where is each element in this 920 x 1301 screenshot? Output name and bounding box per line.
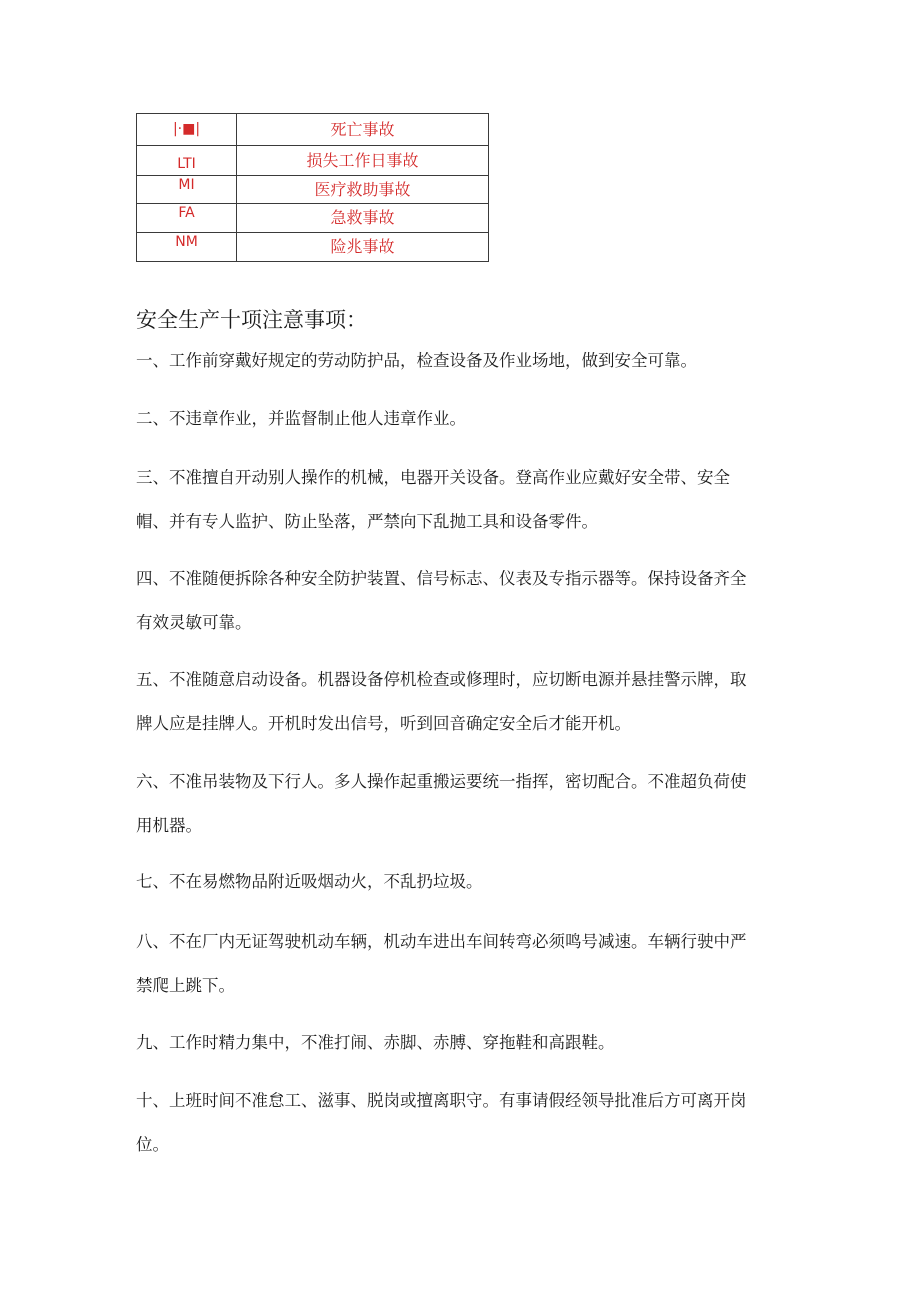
- table-row: [137, 146, 489, 176]
- safety-rule-3: [136, 456, 772, 544]
- accident-description: 损失工作日事故: [237, 146, 489, 176]
- safety-rule-4: [136, 557, 772, 645]
- accident-description: 险兆事故: [237, 233, 489, 262]
- rule-line: 位。: [136, 1135, 169, 1154]
- rule-line: 一、工作前穿戴好规定的劳动防护品，检查设备及作业场地，做到安全可靠。: [136, 351, 697, 370]
- safety-rule-8: [136, 920, 772, 1008]
- safety-rule-1: [136, 339, 772, 383]
- rule-line: 禁爬上跳下。: [136, 976, 235, 995]
- section-title: 安全生产十项注意事项：: [136, 308, 367, 332]
- rule-line: 牌人应是挂牌人。开机时发出信号，听到回音确定安全后才能开机。: [136, 714, 631, 733]
- safety-rule-9: [136, 1021, 772, 1065]
- rule-line: 三、不准擅自开动别人操作的机械，电器开关设备。登高作业应戴好安全带、安全: [136, 468, 730, 487]
- rule-line: 七、不在易燃物品附近吸烟动火，不乱扔垃圾。: [136, 872, 483, 891]
- rule-line: 五、不准随意启动设备。机器设备停机检查或修理时，应切断电源并悬挂警示牌，取: [136, 670, 747, 689]
- table-row: [137, 233, 489, 262]
- rule-line: 有效灵敏可靠。: [136, 613, 252, 632]
- rule-line: 用机器。: [136, 816, 202, 835]
- safety-rule-2: [136, 397, 772, 441]
- rule-line: 八、不在厂内无证驾驶机动车辆，机动车进出车间转弯必须鸣号减速。车辆行驶中严: [136, 932, 747, 951]
- accident-code: NM: [137, 233, 237, 262]
- rule-line: 十、上班时间不准怠工、滋事、脱岗或擅离职守。有事请假经领导批准后方可离开岗: [136, 1091, 747, 1110]
- safety-rule-7: [136, 860, 772, 904]
- accident-code: FA: [137, 204, 237, 233]
- safety-rule-10: [136, 1079, 772, 1167]
- rule-line: 二、不违章作业，并监督制止他人违章作业。: [136, 409, 466, 428]
- accident-classification-table: [136, 113, 489, 262]
- safety-rule-6: [136, 760, 772, 848]
- accident-description: 医疗救助事故: [237, 176, 489, 204]
- table-row: [137, 114, 489, 146]
- rule-line: 九、工作时精力集中，不准打闹、赤脚、赤膊、穿拖鞋和高跟鞋。: [136, 1033, 615, 1052]
- rule-line: 四、不准随便拆除各种安全防护装置、信号标志、仪表及专指示器等。保持设备齐全: [136, 569, 747, 588]
- table-row: [137, 204, 489, 233]
- accident-description: 急救事故: [237, 204, 489, 233]
- safety-rule-5: [136, 658, 772, 746]
- table-row: [137, 176, 489, 204]
- rule-line: 帽、并有专人监护、防止坠落，严禁向下乱抛工具和设备零件。: [136, 512, 598, 531]
- rule-line: 六、不准吊装物及下行人。多人操作起重搬运要统一指挥，密切配合。不准超负荷使: [136, 772, 747, 791]
- accident-code: |·■|: [137, 114, 237, 146]
- accident-code: MI: [137, 176, 237, 204]
- accident-description: 死亡事故: [237, 114, 489, 146]
- accident-code: LTI: [137, 146, 237, 176]
